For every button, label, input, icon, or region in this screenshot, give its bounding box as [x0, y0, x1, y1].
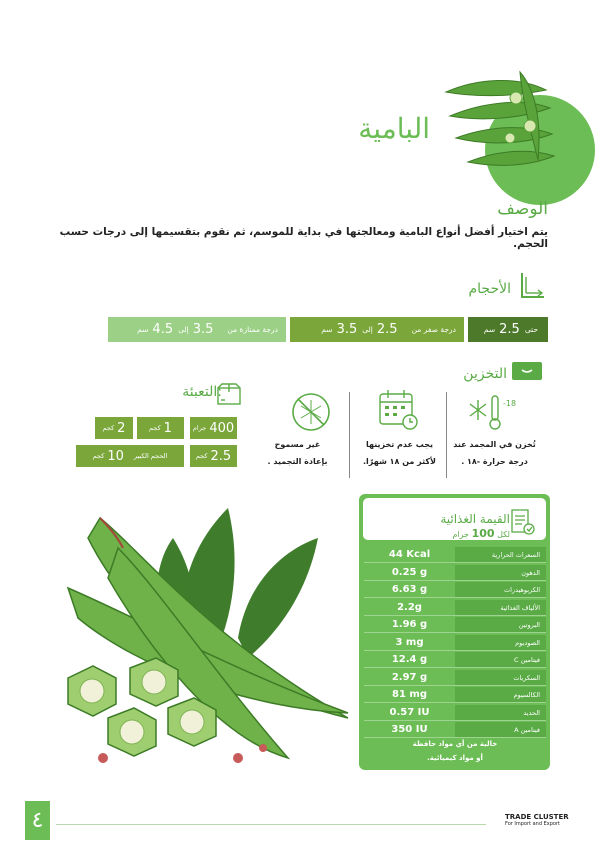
size-value: 2.5	[499, 322, 520, 337]
size-unit: سم	[483, 325, 496, 334]
size-unit: سم	[137, 325, 149, 334]
snowflake-thermometer-icon	[466, 390, 510, 434]
nutrition-label: الكالسيوم	[455, 687, 546, 702]
pack-option-2-5kg: 2.5 كجم	[190, 445, 237, 467]
nutrition-label: الألياف الغذائية	[455, 600, 546, 615]
nutrition-label: فيتامين A	[455, 722, 546, 737]
nutrition-row	[364, 635, 546, 651]
size-box-3	[108, 317, 286, 342]
size-label: درجة ممتازة من	[227, 325, 278, 334]
calendar-clock-icon	[376, 388, 420, 432]
storage-text-3: غير مسموح بإعادة التجميد .	[267, 440, 328, 466]
nutrition-heading: القيمة الغذائية	[440, 512, 510, 526]
storage-text-1: تُخزن في المجمد عند درجة حرارة -١٨ .	[453, 440, 536, 466]
size-to-word: إلى	[178, 325, 189, 334]
nutrition-label: الدهون	[455, 565, 546, 580]
pack-option-1kg: 1 كجم	[137, 417, 184, 439]
nutrition-label: فيتامين C	[455, 652, 546, 667]
storage-text-2: يجب عدم تخزينها لأكثر من ١٨ شهرًا.	[362, 440, 437, 466]
nutrition-value: 3 mg	[364, 635, 455, 650]
nutrition-label: السعرات الحرارية	[455, 547, 546, 562]
pack-option-2kg: 2 كجم	[95, 417, 133, 439]
footer-divider	[56, 824, 486, 825]
packaging-heading: التعبئة:	[182, 384, 222, 400]
storage-box-icon	[512, 362, 542, 380]
nutrition-row	[364, 617, 546, 633]
nutrition-list-icon	[510, 508, 536, 536]
nutrition-row	[364, 670, 546, 686]
nutrition-label: الحديد	[455, 705, 546, 720]
nutrition-note: خالية من أي مواد حافظة أو مواد كيميائية.	[412, 740, 498, 762]
brand-name: TRADE CLUSTER	[505, 813, 569, 821]
pack-option-large-10kg: الحجم الكبير 10 كجم	[76, 445, 184, 467]
size-label: حتى	[524, 325, 538, 334]
page-number: ٤	[25, 801, 50, 840]
size-to: 4.5	[152, 322, 174, 337]
nutrition-row	[364, 565, 546, 581]
description-heading: الوصف	[497, 199, 548, 219]
no-refreeze-icon	[289, 390, 333, 434]
sizes-heading: الأحجام	[468, 281, 511, 297]
nutrition-value: 350 IU	[364, 722, 455, 737]
nutrition-per: لكل 100 جرام	[452, 527, 510, 540]
size-to: 3.5	[336, 322, 358, 337]
nutrition-label: الكربوهيدرات	[455, 582, 546, 597]
brand-tagline: For Import and Export	[505, 821, 560, 827]
nutrition-value: 12.4 g	[364, 652, 455, 667]
nutrition-label: البروتين	[455, 617, 546, 632]
description-text: يتم اختيار أفضل أنواع البامية ومعالجتها في بداية للموسم، ثم نقوم بتقسيمها إلى درجات حسب الحجم.	[59, 226, 548, 250]
nutrition-value: 81 mg	[364, 687, 455, 702]
nutrition-value: 0.57 IU	[364, 705, 455, 720]
okra-main-image	[48, 508, 368, 774]
nutrition-value: 2.97 g	[364, 670, 455, 685]
nutrition-row	[364, 600, 546, 616]
temperature-label: -18	[503, 399, 517, 408]
okra-hero-image	[438, 68, 558, 176]
ruler-icon	[518, 271, 546, 299]
nutrition-row	[364, 705, 546, 721]
nutrition-row	[364, 687, 546, 703]
nutrition-value: 1.96 g	[364, 617, 455, 632]
nutrition-value: 0.25 g	[364, 565, 455, 580]
size-from: 3.5	[192, 322, 214, 337]
nutrition-row	[364, 652, 546, 668]
storage-heading: التخزين	[463, 366, 507, 382]
size-box-1	[468, 317, 548, 342]
nutrition-value: 2.2g	[364, 600, 455, 615]
size-from: 2.5	[376, 322, 398, 337]
page-title: البامية	[358, 112, 430, 145]
pack-option-400g: 400 جرام	[190, 417, 237, 439]
nutrition-value: 44 Kcal	[364, 547, 455, 562]
divider	[349, 392, 350, 478]
size-unit: سم	[321, 325, 333, 334]
size-label: درجة صفر من	[411, 325, 456, 334]
nutrition-row	[364, 722, 546, 738]
nutrition-row	[364, 547, 546, 563]
size-box-2	[290, 317, 464, 342]
nutrition-value: 6.63 g	[364, 582, 455, 597]
nutrition-label: الصوديوم	[455, 635, 546, 650]
nutrition-label: السكريات	[455, 670, 546, 685]
size-to-word: إلى	[362, 325, 373, 334]
nutrition-row	[364, 582, 546, 598]
